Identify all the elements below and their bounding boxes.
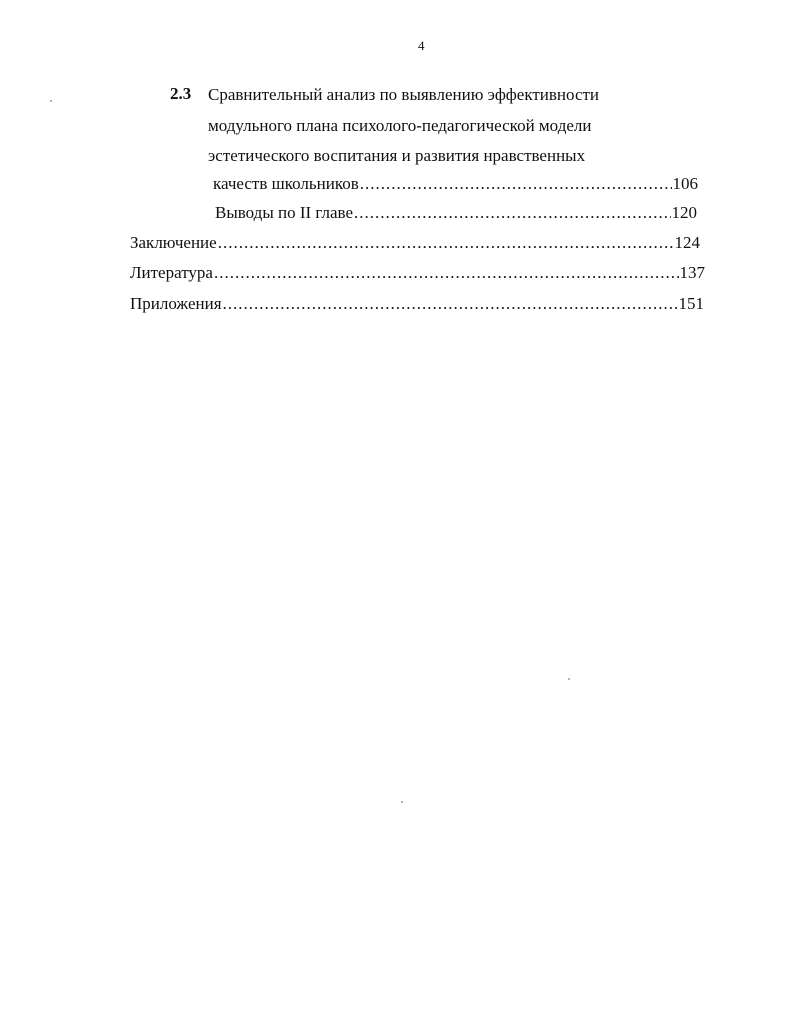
toc-entry-label: Приложения (130, 294, 222, 313)
toc-entry-label: Заключение (130, 233, 217, 252)
dot-leader (223, 293, 678, 315)
toc-entry-page: 124 (674, 233, 700, 252)
scan-speck (50, 100, 52, 102)
toc-entry-label: Выводы по II главе (215, 203, 354, 222)
toc-entry-conclusion (130, 232, 700, 254)
scan-speck (568, 678, 570, 680)
toc-entry-page: 120 (671, 203, 697, 222)
dot-leader (360, 173, 672, 195)
toc-entry-conclusions-ch2 (215, 202, 697, 224)
dot-leader (214, 262, 679, 284)
toc-entry-appendices (130, 293, 704, 315)
scan-speck (401, 801, 403, 803)
page-number: 4 (418, 38, 425, 53)
dot-leader (354, 202, 670, 224)
toc-entry-section-2-3 (213, 173, 698, 195)
toc-entry-label: качеств школьников (213, 174, 359, 193)
toc-entry-literature (130, 262, 705, 284)
toc-entry-page: 137 (679, 263, 705, 282)
toc-entry-label: Литература (130, 263, 213, 282)
toc-entry-page: 151 (678, 294, 704, 313)
section-title-line-1: Сравнительный анализ по выявлению эффективности (208, 85, 600, 104)
dot-leader (218, 232, 674, 254)
toc-entry-page: 106 (672, 174, 698, 193)
section-title-line-2: модульного плана психолого-педагогической модели (208, 116, 592, 135)
section-number: 2.3 (170, 84, 192, 103)
section-title-line-3: эстетического воспитания и развития нравственных (208, 146, 586, 165)
